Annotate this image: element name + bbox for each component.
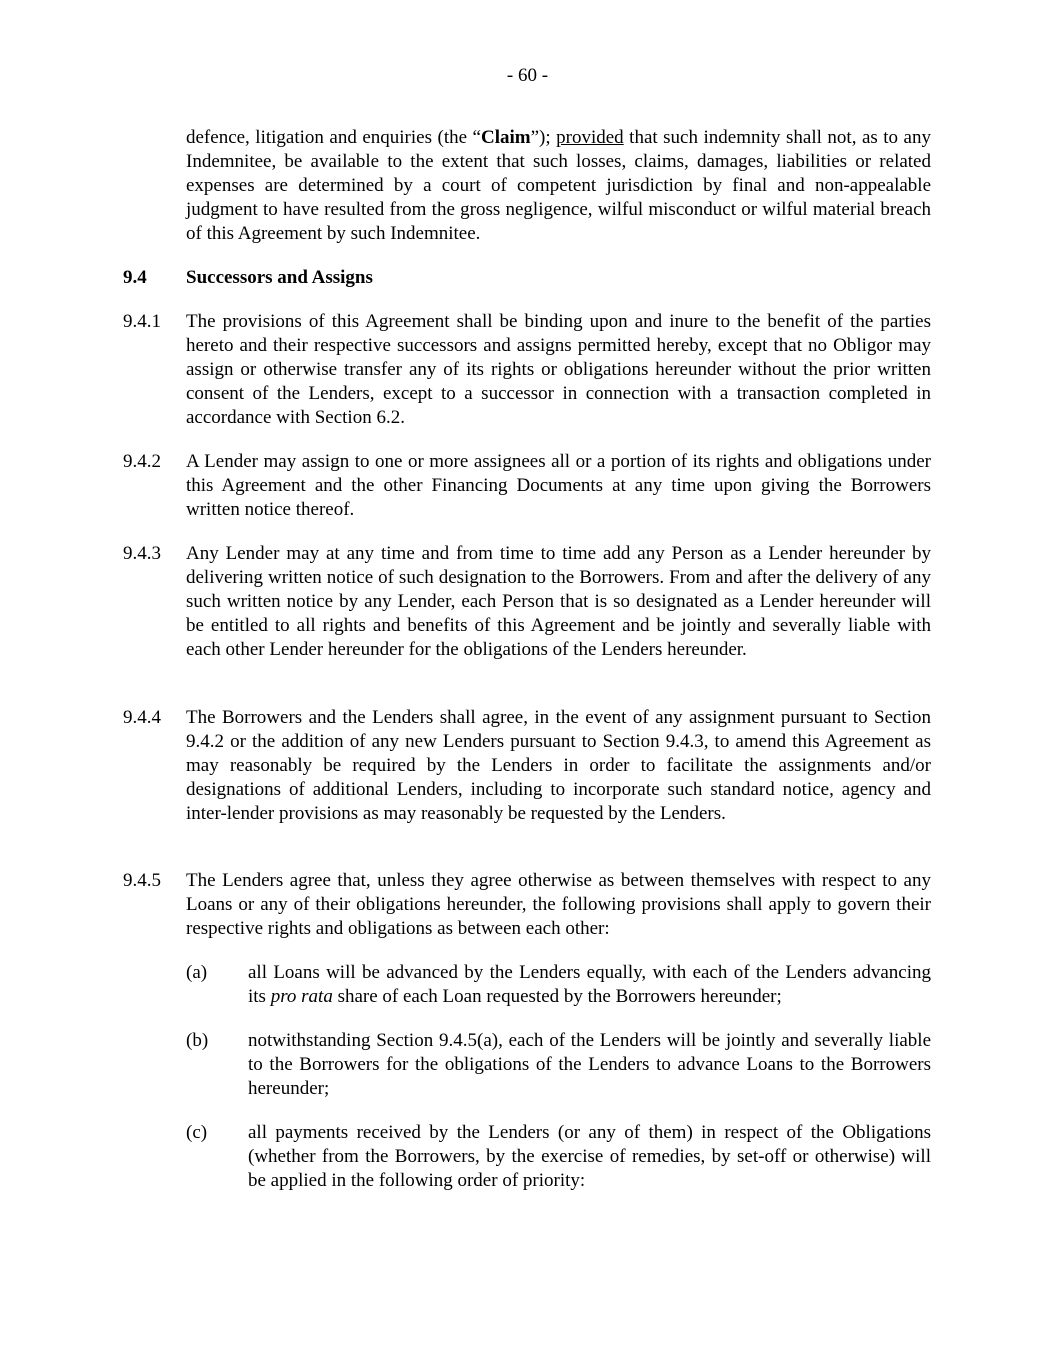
paragraph-number: 9.4.2 xyxy=(123,451,161,472)
italic-term-pro-rata: pro rata xyxy=(270,986,333,1007)
continuation-paragraph xyxy=(186,126,931,246)
subparagraph-text-before: all Loans will be advanced by the Lenders equally, with each of the Lenders advancing its xyxy=(248,962,931,1007)
section-number: 9.4 xyxy=(123,267,147,288)
page-number: - 60 - xyxy=(506,65,549,86)
paragraph-number: 9.4.5 xyxy=(123,870,161,891)
paragraph-text: Any Lender may at any time and from time to time add any Person as a Lender hereunder by delivering written notice of such designation to the Borrowers. From and after the delivery of any such written notice by any Lender, each Person that is so designated as a Lender hereunder will be entitled to all rights and benefits of this Agreement and be jointly and severally liable with each other Lender hereunder for the obligations of the Lenders hereunder. xyxy=(186,543,931,660)
subparagraph-label: (c) xyxy=(186,1122,208,1143)
continuation-text-2: ”); xyxy=(530,127,557,148)
subparagraph-text: notwithstanding Section 9.4.5(a), each of the Lenders will be jointly and severally liable to the Borrowers for the obligations of the Lenders to advance Loans to the Borrowers hereunder; xyxy=(248,1030,931,1099)
continuation-text-3: that such indemnity shall not, as to any Indemnitee, be available to the extent that such losses, claims, damages, liabilities or related expenses are determined by a court of competent jurisdiction by final and non-appealable judgment to have resulted from the gross negligence, wilful misconduct or wilful material breach of this Agreement by such Indemnitee. xyxy=(186,127,931,244)
subparagraph-label: (a) xyxy=(186,962,208,983)
subparagraph-label: (b) xyxy=(186,1030,209,1051)
section-title: Successors and Assigns xyxy=(186,267,373,288)
paragraph-text: The Borrowers and the Lenders shall agree, in the event of any assignment pursuant to Section 9.4.2 or the addition of any new Lenders pursuant to Section 9.4.3, to amend this Agreement as may reasonably be required by the Lenders in order to facilitate the assignments and/or designations of additional Lenders, including to incorporate such standard notice, agency and inter-lender provisions as may reasonably be requested by the Lenders. xyxy=(186,707,931,824)
paragraph-text: The provisions of this Agreement shall be binding upon and inure to the benefit of the parties hereto and their respective successors and assigns permitted hereby, except that no Obligor may assign or otherwise transfer any of its rights or obligations hereunder without the prior written consent of the Lenders, except to a successor in connection with a transaction completed in accordance with Section 6.2. xyxy=(186,311,931,428)
subparagraph-text: all payments received by the Lenders (or any of them) in respect of the Obligations (whether from the Borrowers, by the exercise of remedies, by set-off or otherwise) will be applied in the following order of priority: xyxy=(248,1122,931,1191)
defined-term-claim: Claim xyxy=(480,127,531,148)
subparagraph-text-after: share of each Loan requested by the Borrowers hereunder; xyxy=(332,986,782,1007)
paragraph-text: The Lenders agree that, unless they agree otherwise as between themselves with respect to any Loans or any of their obligations hereunder, the following provisions shall apply to govern their respective rights and obligations as between each other: xyxy=(186,870,931,939)
defined-term-provided: provided xyxy=(556,127,624,148)
continuation-text-1: defence, litigation and enquiries (the “ xyxy=(186,127,481,148)
paragraph-number: 9.4.3 xyxy=(123,543,161,564)
subparagraph-text xyxy=(248,961,931,1009)
paragraph-text: A Lender may assign to one or more assignees all or a portion of its rights and obligations under this Agreement and the other Financing Documents at any time upon giving the Borrowers written notice thereof. xyxy=(186,451,931,520)
paragraph-number: 9.4.1 xyxy=(123,311,161,332)
paragraph-number: 9.4.4 xyxy=(123,707,161,728)
